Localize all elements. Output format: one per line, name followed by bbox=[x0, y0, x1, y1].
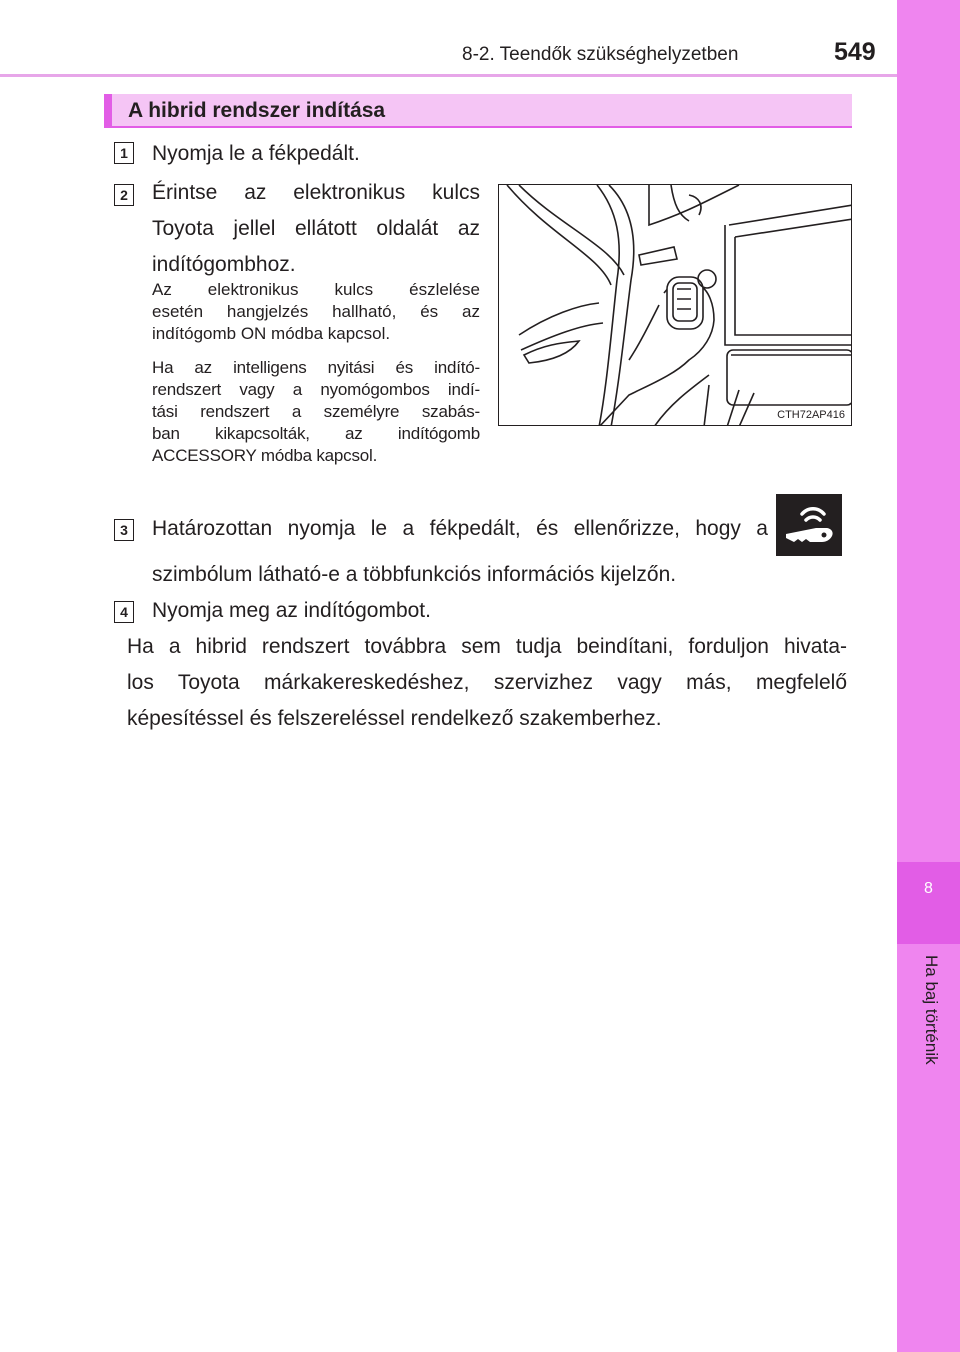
note-line: rendszert vagy a nyomógombos indí- bbox=[152, 380, 480, 399]
note-line: indítógomb ON módba kapcsol. bbox=[152, 324, 391, 343]
closing-line: képesítéssel és felszereléssel rendelkező szakemberhez. bbox=[127, 707, 662, 730]
key-symbol-drawing bbox=[776, 494, 842, 556]
section-heading-text: A hibrid rendszer indítása bbox=[128, 99, 386, 122]
step-3-text-line-1: Határozottan nyomja le a fékpedált, és ellenőrizze, hogy a bbox=[152, 517, 768, 540]
chapter-title: Ha baj történik bbox=[922, 955, 941, 1065]
illustration-code: CTH72AP416 bbox=[777, 409, 845, 421]
page-number: 549 bbox=[834, 38, 876, 66]
step-2-line: Érintse az elektronikus kulcs bbox=[152, 181, 480, 204]
step-1-text: Nyomja le a fékpedált. bbox=[152, 142, 360, 165]
step-4-text: Nyomja meg az indítógombot. bbox=[152, 599, 431, 622]
note-line: Ha az intelligens nyitási és indító- bbox=[152, 358, 480, 377]
step-2-line: indítógombhoz. bbox=[152, 253, 296, 276]
note-line: tási rendszert a személyre szabás- bbox=[152, 402, 480, 421]
chapter-number-box bbox=[897, 862, 960, 944]
closing-line: los Toyota márkakereskedéshez, szervizhez vagy más, megfelelő bbox=[127, 671, 847, 694]
step-number-4: 4 bbox=[114, 601, 134, 623]
smart-key-indicator-icon bbox=[776, 494, 842, 556]
note-line: ACCESSORY módba kapcsol. bbox=[152, 446, 378, 465]
note-line: ban kikapcsolták, az indítógomb bbox=[152, 424, 480, 443]
note-line: esetén hangjelzés hallható, és az bbox=[152, 302, 480, 321]
header-divider bbox=[0, 74, 897, 77]
section-heading bbox=[104, 94, 852, 128]
closing-line: Ha a hibrid rendszert továbbra sem tudja beindítani, forduljon hivata- bbox=[127, 635, 847, 658]
step-number-2: 2 bbox=[114, 184, 134, 206]
step-2-text bbox=[152, 175, 480, 283]
step-3-line-2: szimbólum látható-e a többfunkciós információs kijelzőn. bbox=[152, 563, 677, 586]
step-3-line-1 bbox=[152, 511, 768, 547]
chapter-number: 8 bbox=[924, 880, 933, 897]
step-2-note-1 bbox=[152, 279, 480, 345]
hand-holding-key-illustration bbox=[498, 184, 852, 426]
note-line: Az elektronikus kulcs észlelése bbox=[152, 280, 480, 299]
step-number-3: 3 bbox=[114, 519, 134, 541]
step-2-line: Toyota jellel ellátott oldalát az bbox=[152, 217, 480, 240]
chapter-side-tab bbox=[897, 0, 960, 1352]
step-number-1: 1 bbox=[114, 142, 134, 164]
closing-paragraph bbox=[127, 629, 847, 737]
step-2-note-2 bbox=[152, 357, 480, 467]
header-section-title: 8-2. Teendők szükséghelyzetben bbox=[462, 44, 739, 65]
illustration-drawing bbox=[499, 185, 852, 426]
